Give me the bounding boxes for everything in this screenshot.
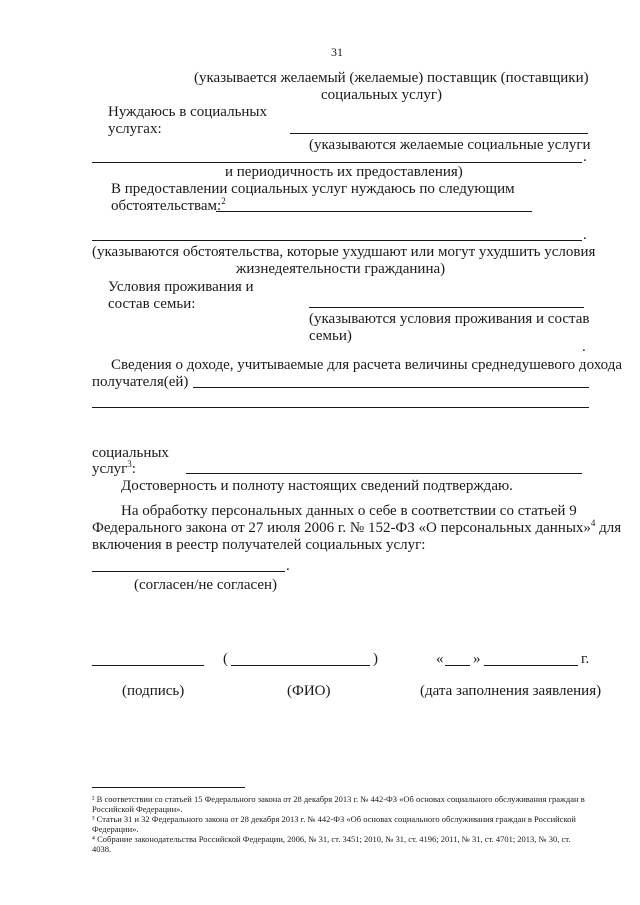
- footnote-3-cont: Федерации».: [92, 824, 139, 834]
- footnote-ref-4: 4: [590, 518, 596, 528]
- circumstances-label-cont: обстоятельствам:$^2$: [111, 196, 226, 214]
- services-hint: (указываются желаемые социальные услуги: [309, 137, 591, 153]
- services-hint-cont: и периодичность их предоставления): [225, 164, 463, 180]
- living-label-cont: состав семьи:: [108, 296, 196, 312]
- footnote-2-cont: Российской Федерации».: [92, 804, 183, 814]
- social-services-field[interactable]: [186, 473, 582, 474]
- date-quote-open: «: [436, 651, 444, 667]
- footnote-ref-2: 2: [221, 196, 226, 206]
- need-services-label-cont: услугах:: [108, 121, 162, 137]
- consent-text: На обработку персональных данных о себе в соответствии со статьей 9: [121, 503, 577, 519]
- date-quote-close: »: [473, 651, 481, 667]
- signature-field[interactable]: [92, 665, 204, 666]
- services-field[interactable]: [290, 133, 588, 134]
- consent-text-cont: Федерального закона от 27 июля 2006 г. № 152-ФЗ «О персональных данных»$^4$ для: [92, 518, 622, 536]
- consent-hint: (согласен/не согласен): [134, 577, 278, 593]
- income-label: Сведения о доходе, учитываемые для расчета величины среднедушевого дохода: [111, 357, 622, 373]
- consent-text-end: включения в реестр получателей социальных услуг:: [92, 537, 426, 553]
- footnote-4: ⁴ Собрание законодательства Российской Федерации, 2006, № 31, ст. 3451; 2010, № 31, ст. 4196; 2011, № 31, ст. 4701; 2013, № 30, ст.: [92, 834, 571, 844]
- date-month-year-field[interactable]: [484, 665, 578, 666]
- living-hint-cont: семьи): [309, 328, 352, 344]
- income-field-line-2[interactable]: [92, 407, 589, 408]
- income-label-cont: получателя(ей): [92, 374, 189, 390]
- footnote-ref-3: 3: [127, 459, 132, 469]
- signature-label: (подпись): [122, 683, 185, 699]
- circumstances-field[interactable]: [216, 211, 532, 212]
- circumstances-field-line-2[interactable]: [92, 240, 582, 241]
- footnote-4-cont: 4038.: [92, 844, 112, 854]
- consent-field[interactable]: [92, 571, 285, 572]
- need-services-label: Нуждаюсь в социальных: [108, 104, 268, 120]
- year-suffix: г.: [581, 651, 590, 667]
- living-field[interactable]: [309, 307, 584, 308]
- social-services-label-cont: услуг$^3$:: [92, 459, 136, 477]
- fio-label: (ФИО): [287, 683, 331, 699]
- page-number: 31: [331, 45, 343, 59]
- income-field[interactable]: [193, 387, 589, 388]
- fio-field[interactable]: [231, 665, 370, 666]
- confirm-statement: Достоверность и полноту настоящих сведений подтверждаю.: [121, 478, 513, 494]
- circumstances-hint-cont: жизнедеятельности гражданина): [236, 261, 446, 277]
- circumstances-label: В предоставлении социальных услуг нуждаюсь по следующим: [111, 181, 515, 197]
- social-services-label: социальных: [92, 445, 169, 461]
- circumstances-hint: (указываются обстоятельства, которые ухудшают или могут ухудшить условия: [92, 244, 596, 260]
- date-day-field[interactable]: [445, 665, 470, 666]
- provider-hint-cont: социальных услуг): [321, 87, 442, 103]
- provider-hint: (указывается желаемый (желаемые) поставщик (поставщики): [194, 70, 589, 86]
- services-field-line-2[interactable]: [92, 162, 582, 163]
- living-hint: (указываются условия проживания и состав: [309, 311, 590, 327]
- footnote-separator: [92, 787, 245, 788]
- date-label: (дата заполнения заявления): [420, 683, 602, 699]
- footnote-3: ³ Статьи 31 и 32 Федерального закона от 28 декабря 2013 г. № 442-ФЗ «Об основах социального обслуживания граждан в Российской: [92, 814, 576, 824]
- footnote-2: ² В соответствии со статьей 15 Федерального закона от 28 декабря 2013 г. № 442-ФЗ «Об основах социального обслуживания граждан в: [92, 794, 585, 804]
- living-label: Условия проживания и: [108, 279, 254, 295]
